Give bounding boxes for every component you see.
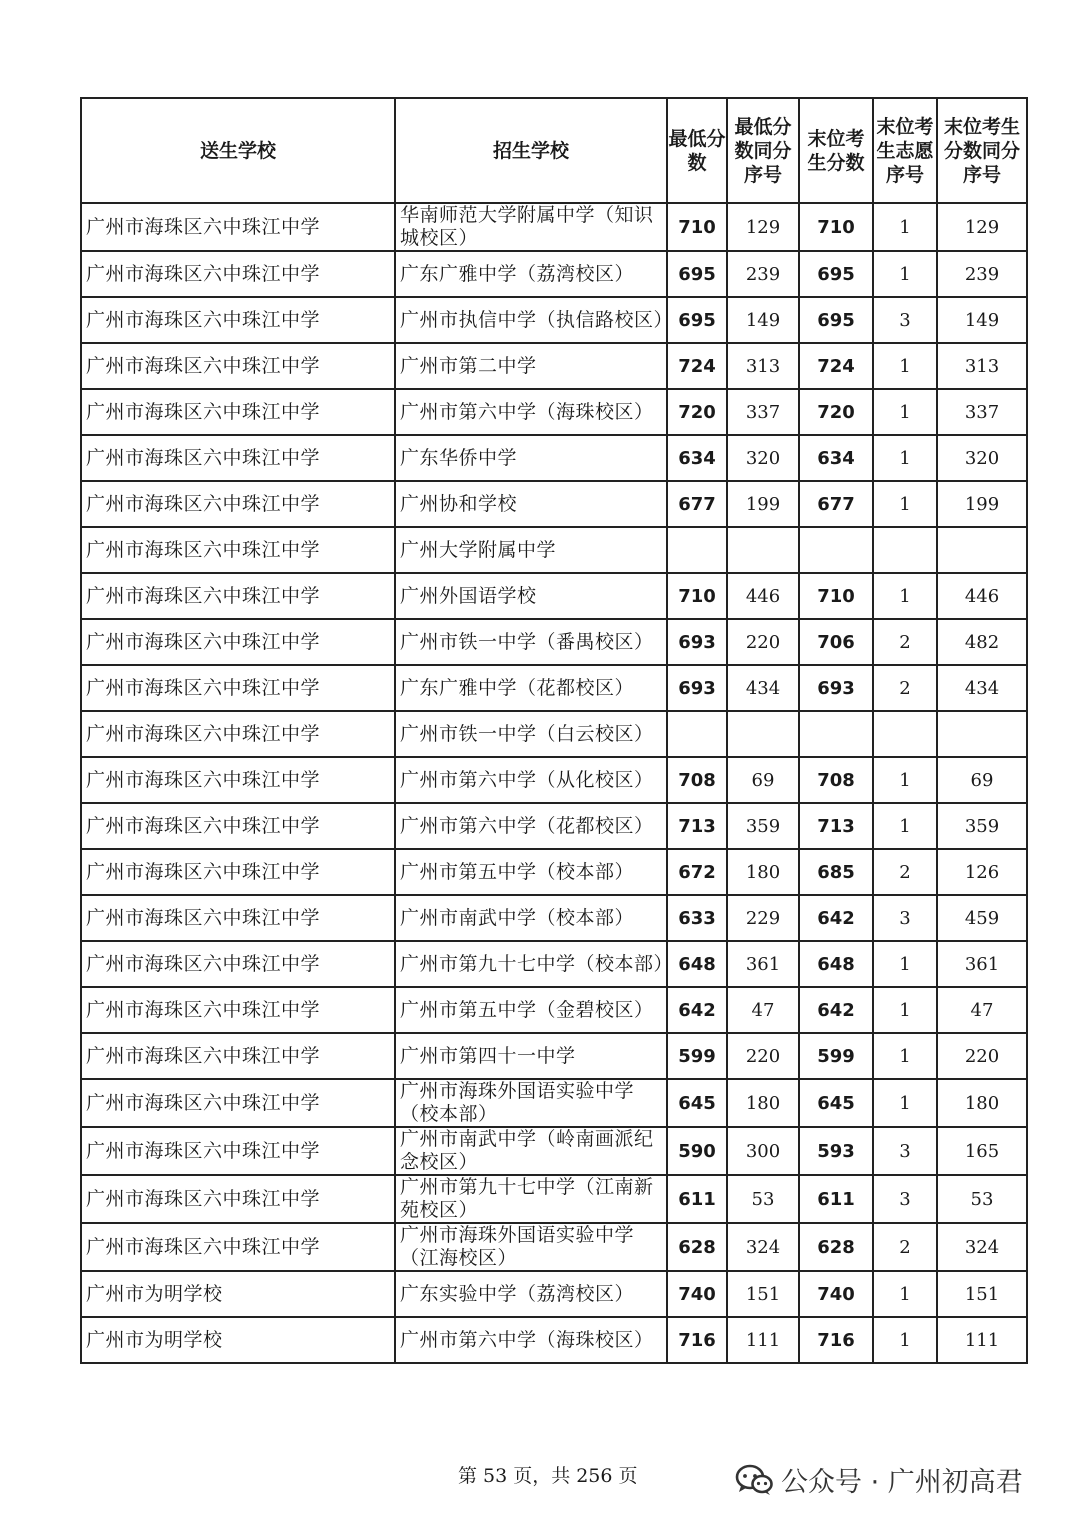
cell-min-score: 590 [667, 1127, 727, 1175]
cell-last-score: 720 [799, 389, 873, 435]
cell-last-preference-rank: 1 [873, 987, 937, 1033]
cell-min-score-tie-rank: 180 [727, 1079, 799, 1127]
table-row [81, 1317, 1027, 1363]
cell-min-score: 677 [667, 481, 727, 527]
cell-last-preference-rank: 3 [873, 1127, 937, 1175]
cell-min-score-tie-rank: 151 [727, 1271, 799, 1317]
cell-last-preference-rank: 3 [873, 895, 937, 941]
cell-sending-school: 广州市为明学校 [81, 1271, 395, 1317]
cell-last-preference-rank: 1 [873, 1317, 937, 1363]
cell-min-score-tie-rank: 239 [727, 251, 799, 297]
cell-admitting-school: 广东华侨中学 [395, 435, 667, 481]
table-row [81, 251, 1027, 297]
cell-admitting-school: 广州市第五中学（金碧校区） [395, 987, 667, 1033]
header-sending-school: 送生学校 [81, 98, 395, 203]
cell-min-score-tie-rank: 434 [727, 665, 799, 711]
cell-min-score: 710 [667, 203, 727, 251]
header-admitting-school: 招生学校 [395, 98, 667, 203]
table-row [81, 389, 1027, 435]
cell-admitting-school: 广州市海珠外国语实验中学（校本部） [395, 1079, 667, 1127]
cell-last-score: 634 [799, 435, 873, 481]
cell-min-score-tie-rank [727, 711, 799, 757]
table-row [81, 203, 1027, 251]
table-row [81, 527, 1027, 573]
cell-last-score-tie-rank: 220 [937, 1033, 1027, 1079]
table-row [81, 711, 1027, 757]
cell-last-preference-rank [873, 527, 937, 573]
cell-sending-school: 广州市为明学校 [81, 1317, 395, 1363]
cell-last-score: 716 [799, 1317, 873, 1363]
table-row [81, 665, 1027, 711]
cell-admitting-school: 广州市海珠外国语实验中学（江海校区） [395, 1223, 667, 1271]
cell-last-preference-rank: 3 [873, 1175, 937, 1223]
cell-sending-school: 广州市海珠区六中珠江中学 [81, 251, 395, 297]
cell-min-score-tie-rank: 337 [727, 389, 799, 435]
table-row [81, 1175, 1027, 1223]
cell-sending-school: 广州市海珠区六中珠江中学 [81, 389, 395, 435]
cell-last-preference-rank: 1 [873, 757, 937, 803]
cell-min-score-tie-rank: 53 [727, 1175, 799, 1223]
cell-last-preference-rank: 1 [873, 941, 937, 987]
cell-sending-school: 广州市海珠区六中珠江中学 [81, 203, 395, 251]
cell-min-score-tie-rank: 220 [727, 1033, 799, 1079]
cell-min-score-tie-rank: 324 [727, 1223, 799, 1271]
page-suffix: 页 [618, 1465, 638, 1487]
cell-min-score [667, 527, 727, 573]
cell-admitting-school: 广州市执信中学（执信路校区） [395, 297, 667, 343]
cell-last-score: 685 [799, 849, 873, 895]
table-row [81, 1223, 1027, 1271]
cell-last-score-tie-rank: 165 [937, 1127, 1027, 1175]
cell-sending-school: 广州市海珠区六中珠江中学 [81, 665, 395, 711]
cell-last-score-tie-rank: 313 [937, 343, 1027, 389]
cell-last-score-tie-rank [937, 711, 1027, 757]
cell-min-score: 695 [667, 297, 727, 343]
cell-last-score: 677 [799, 481, 873, 527]
cell-last-preference-rank: 2 [873, 1223, 937, 1271]
cell-min-score: 648 [667, 941, 727, 987]
page-total: 256 [576, 1465, 613, 1487]
cell-last-score: 693 [799, 665, 873, 711]
table-header-row [81, 98, 1027, 203]
cell-min-score-tie-rank [727, 527, 799, 573]
cell-last-score: 710 [799, 573, 873, 619]
cell-min-score-tie-rank: 446 [727, 573, 799, 619]
cell-last-score-tie-rank: 459 [937, 895, 1027, 941]
cell-admitting-school: 广州市第四十一中学 [395, 1033, 667, 1079]
cell-min-score: 633 [667, 895, 727, 941]
cell-min-score: 645 [667, 1079, 727, 1127]
cell-sending-school: 广州市海珠区六中珠江中学 [81, 343, 395, 389]
cell-sending-school: 广州市海珠区六中珠江中学 [81, 757, 395, 803]
cell-admitting-school: 广东实验中学（荔湾校区） [395, 1271, 667, 1317]
cell-last-score: 628 [799, 1223, 873, 1271]
table-row [81, 1271, 1027, 1317]
cell-last-preference-rank: 1 [873, 435, 937, 481]
cell-last-score [799, 711, 873, 757]
cell-last-score-tie-rank: 239 [937, 251, 1027, 297]
cell-last-score: 642 [799, 987, 873, 1033]
cell-admitting-school: 广州协和学校 [395, 481, 667, 527]
cell-min-score: 628 [667, 1223, 727, 1271]
cell-min-score-tie-rank: 320 [727, 435, 799, 481]
cell-sending-school: 广州市海珠区六中珠江中学 [81, 987, 395, 1033]
cell-last-score-tie-rank: 126 [937, 849, 1027, 895]
cell-min-score: 724 [667, 343, 727, 389]
table-row [81, 849, 1027, 895]
cell-admitting-school: 广州市铁一中学（白云校区） [395, 711, 667, 757]
cell-last-score-tie-rank: 149 [937, 297, 1027, 343]
cell-min-score-tie-rank: 313 [727, 343, 799, 389]
cell-last-score-tie-rank: 129 [937, 203, 1027, 251]
cell-min-score: 611 [667, 1175, 727, 1223]
cell-min-score-tie-rank: 149 [727, 297, 799, 343]
cell-last-preference-rank: 1 [873, 389, 937, 435]
table-row [81, 297, 1027, 343]
cell-min-score-tie-rank: 300 [727, 1127, 799, 1175]
table-row [81, 573, 1027, 619]
table-row [81, 619, 1027, 665]
cell-last-score-tie-rank: 180 [937, 1079, 1027, 1127]
cell-admitting-school: 广州市第九十七中学（江南新苑校区） [395, 1175, 667, 1223]
header-last-score: 末位考生分数 [799, 98, 873, 203]
cell-min-score-tie-rank: 47 [727, 987, 799, 1033]
cell-min-score: 740 [667, 1271, 727, 1317]
page-footer [455, 1461, 641, 1488]
cell-min-score-tie-rank: 111 [727, 1317, 799, 1363]
cell-admitting-school: 广州外国语学校 [395, 573, 667, 619]
table-row [81, 803, 1027, 849]
cell-admitting-school: 广州市第五中学（校本部） [395, 849, 667, 895]
cell-last-score-tie-rank: 361 [937, 941, 1027, 987]
cell-min-score-tie-rank: 359 [727, 803, 799, 849]
cell-last-score-tie-rank: 324 [937, 1223, 1027, 1271]
cell-last-score-tie-rank: 47 [937, 987, 1027, 1033]
cell-last-score: 708 [799, 757, 873, 803]
cell-last-score-tie-rank: 434 [937, 665, 1027, 711]
cell-admitting-school: 广州市南武中学（校本部） [395, 895, 667, 941]
cell-admitting-school: 广州市第六中学（海珠校区） [395, 389, 667, 435]
cell-last-preference-rank: 1 [873, 573, 937, 619]
cell-admitting-school: 广东广雅中学（荔湾校区） [395, 251, 667, 297]
cell-admitting-school: 广州市铁一中学（番禺校区） [395, 619, 667, 665]
cell-min-score: 693 [667, 619, 727, 665]
cell-last-preference-rank: 2 [873, 619, 937, 665]
admission-table [80, 97, 1028, 1364]
cell-last-score: 593 [799, 1127, 873, 1175]
cell-min-score: 710 [667, 573, 727, 619]
cell-min-score-tie-rank: 69 [727, 757, 799, 803]
cell-sending-school: 广州市海珠区六中珠江中学 [81, 435, 395, 481]
cell-sending-school: 广州市海珠区六中珠江中学 [81, 895, 395, 941]
cell-last-preference-rank: 1 [873, 343, 937, 389]
cell-sending-school: 广州市海珠区六中珠江中学 [81, 481, 395, 527]
cell-last-preference-rank [873, 711, 937, 757]
table-row [81, 1079, 1027, 1127]
cell-sending-school: 广州市海珠区六中珠江中学 [81, 527, 395, 573]
cell-last-score: 648 [799, 941, 873, 987]
cell-last-score: 611 [799, 1175, 873, 1223]
cell-sending-school: 广州市海珠区六中珠江中学 [81, 1033, 395, 1079]
cell-min-score: 693 [667, 665, 727, 711]
cell-sending-school: 广州市海珠区六中珠江中学 [81, 1175, 395, 1223]
cell-admitting-school: 华南师范大学附属中学（知识城校区） [395, 203, 667, 251]
cell-last-score: 706 [799, 619, 873, 665]
cell-min-score: 672 [667, 849, 727, 895]
cell-min-score-tie-rank: 199 [727, 481, 799, 527]
watermark-text: 公众号 · 广州初高君 [781, 1467, 1023, 1498]
header-last-score-tie-rank: 末位考生分数同分序号 [937, 98, 1027, 203]
cell-last-score-tie-rank: 482 [937, 619, 1027, 665]
cell-sending-school: 广州市海珠区六中珠江中学 [81, 803, 395, 849]
cell-last-preference-rank: 1 [873, 481, 937, 527]
cell-sending-school: 广州市海珠区六中珠江中学 [81, 849, 395, 895]
cell-sending-school: 广州市海珠区六中珠江中学 [81, 1223, 395, 1271]
cell-last-preference-rank: 1 [873, 1079, 937, 1127]
cell-last-score-tie-rank: 337 [937, 389, 1027, 435]
cell-last-score-tie-rank: 151 [937, 1271, 1027, 1317]
cell-min-score: 713 [667, 803, 727, 849]
table-row [81, 757, 1027, 803]
cell-sending-school: 广州市海珠区六中珠江中学 [81, 573, 395, 619]
header-min-score: 最低分数 [667, 98, 727, 203]
wechat-icon [735, 1464, 773, 1496]
cell-min-score [667, 711, 727, 757]
cell-last-score: 695 [799, 297, 873, 343]
header-last-preference-rank: 末位考生志愿序号 [873, 98, 937, 203]
cell-min-score-tie-rank: 129 [727, 203, 799, 251]
cell-min-score: 642 [667, 987, 727, 1033]
cell-sending-school: 广州市海珠区六中珠江中学 [81, 1079, 395, 1127]
cell-min-score: 716 [667, 1317, 727, 1363]
cell-sending-school: 广州市海珠区六中珠江中学 [81, 297, 395, 343]
cell-min-score: 720 [667, 389, 727, 435]
cell-admitting-school: 广州大学附属中学 [395, 527, 667, 573]
cell-last-score: 642 [799, 895, 873, 941]
cell-min-score-tie-rank: 220 [727, 619, 799, 665]
header-min-score-tie-rank: 最低分数同分序号 [727, 98, 799, 203]
cell-last-score-tie-rank: 359 [937, 803, 1027, 849]
table-row [81, 987, 1027, 1033]
table-row [81, 941, 1027, 987]
cell-last-preference-rank: 1 [873, 251, 937, 297]
cell-last-score: 740 [799, 1271, 873, 1317]
cell-min-score: 634 [667, 435, 727, 481]
cell-last-score-tie-rank: 111 [937, 1317, 1027, 1363]
cell-sending-school: 广州市海珠区六中珠江中学 [81, 1127, 395, 1175]
cell-last-preference-rank: 1 [873, 1271, 937, 1317]
table-row [81, 435, 1027, 481]
cell-min-score: 599 [667, 1033, 727, 1079]
cell-admitting-school: 广州市第六中学（花都校区） [395, 803, 667, 849]
cell-last-score-tie-rank: 53 [937, 1175, 1027, 1223]
cell-admitting-school: 广州市南武中学（岭南画派纪念校区） [395, 1127, 667, 1175]
page-prefix: 第 [458, 1465, 478, 1487]
cell-last-score: 713 [799, 803, 873, 849]
cell-min-score-tie-rank: 180 [727, 849, 799, 895]
page-current: 53 [483, 1465, 508, 1487]
table-row [81, 481, 1027, 527]
cell-sending-school: 广州市海珠区六中珠江中学 [81, 711, 395, 757]
watermark [735, 1460, 1023, 1499]
cell-last-preference-rank: 3 [873, 297, 937, 343]
cell-min-score: 695 [667, 251, 727, 297]
cell-admitting-school: 广州市第六中学（海珠校区） [395, 1317, 667, 1363]
cell-min-score-tie-rank: 361 [727, 941, 799, 987]
cell-sending-school: 广州市海珠区六中珠江中学 [81, 941, 395, 987]
cell-admitting-school: 广州市第六中学（从化校区） [395, 757, 667, 803]
cell-last-score-tie-rank: 69 [937, 757, 1027, 803]
cell-last-score-tie-rank: 199 [937, 481, 1027, 527]
cell-last-preference-rank: 2 [873, 849, 937, 895]
cell-last-score-tie-rank [937, 527, 1027, 573]
cell-last-score [799, 527, 873, 573]
cell-sending-school: 广州市海珠区六中珠江中学 [81, 619, 395, 665]
cell-admitting-school: 广州市第九十七中学（校本部） [395, 941, 667, 987]
page-mid: 页，共 [513, 1465, 571, 1487]
cell-last-score: 724 [799, 343, 873, 389]
cell-last-score: 645 [799, 1079, 873, 1127]
cell-admitting-school: 广东广雅中学（花都校区） [395, 665, 667, 711]
table-row [81, 343, 1027, 389]
cell-admitting-school: 广州市第二中学 [395, 343, 667, 389]
cell-last-score: 710 [799, 203, 873, 251]
cell-last-score: 599 [799, 1033, 873, 1079]
cell-last-score-tie-rank: 320 [937, 435, 1027, 481]
table-row [81, 1033, 1027, 1079]
cell-last-preference-rank: 1 [873, 1033, 937, 1079]
cell-last-preference-rank: 2 [873, 665, 937, 711]
cell-min-score: 708 [667, 757, 727, 803]
cell-min-score-tie-rank: 229 [727, 895, 799, 941]
cell-last-preference-rank: 1 [873, 803, 937, 849]
cell-last-score: 695 [799, 251, 873, 297]
table-row [81, 895, 1027, 941]
cell-last-score-tie-rank: 446 [937, 573, 1027, 619]
table-row [81, 1127, 1027, 1175]
cell-last-preference-rank: 1 [873, 203, 937, 251]
